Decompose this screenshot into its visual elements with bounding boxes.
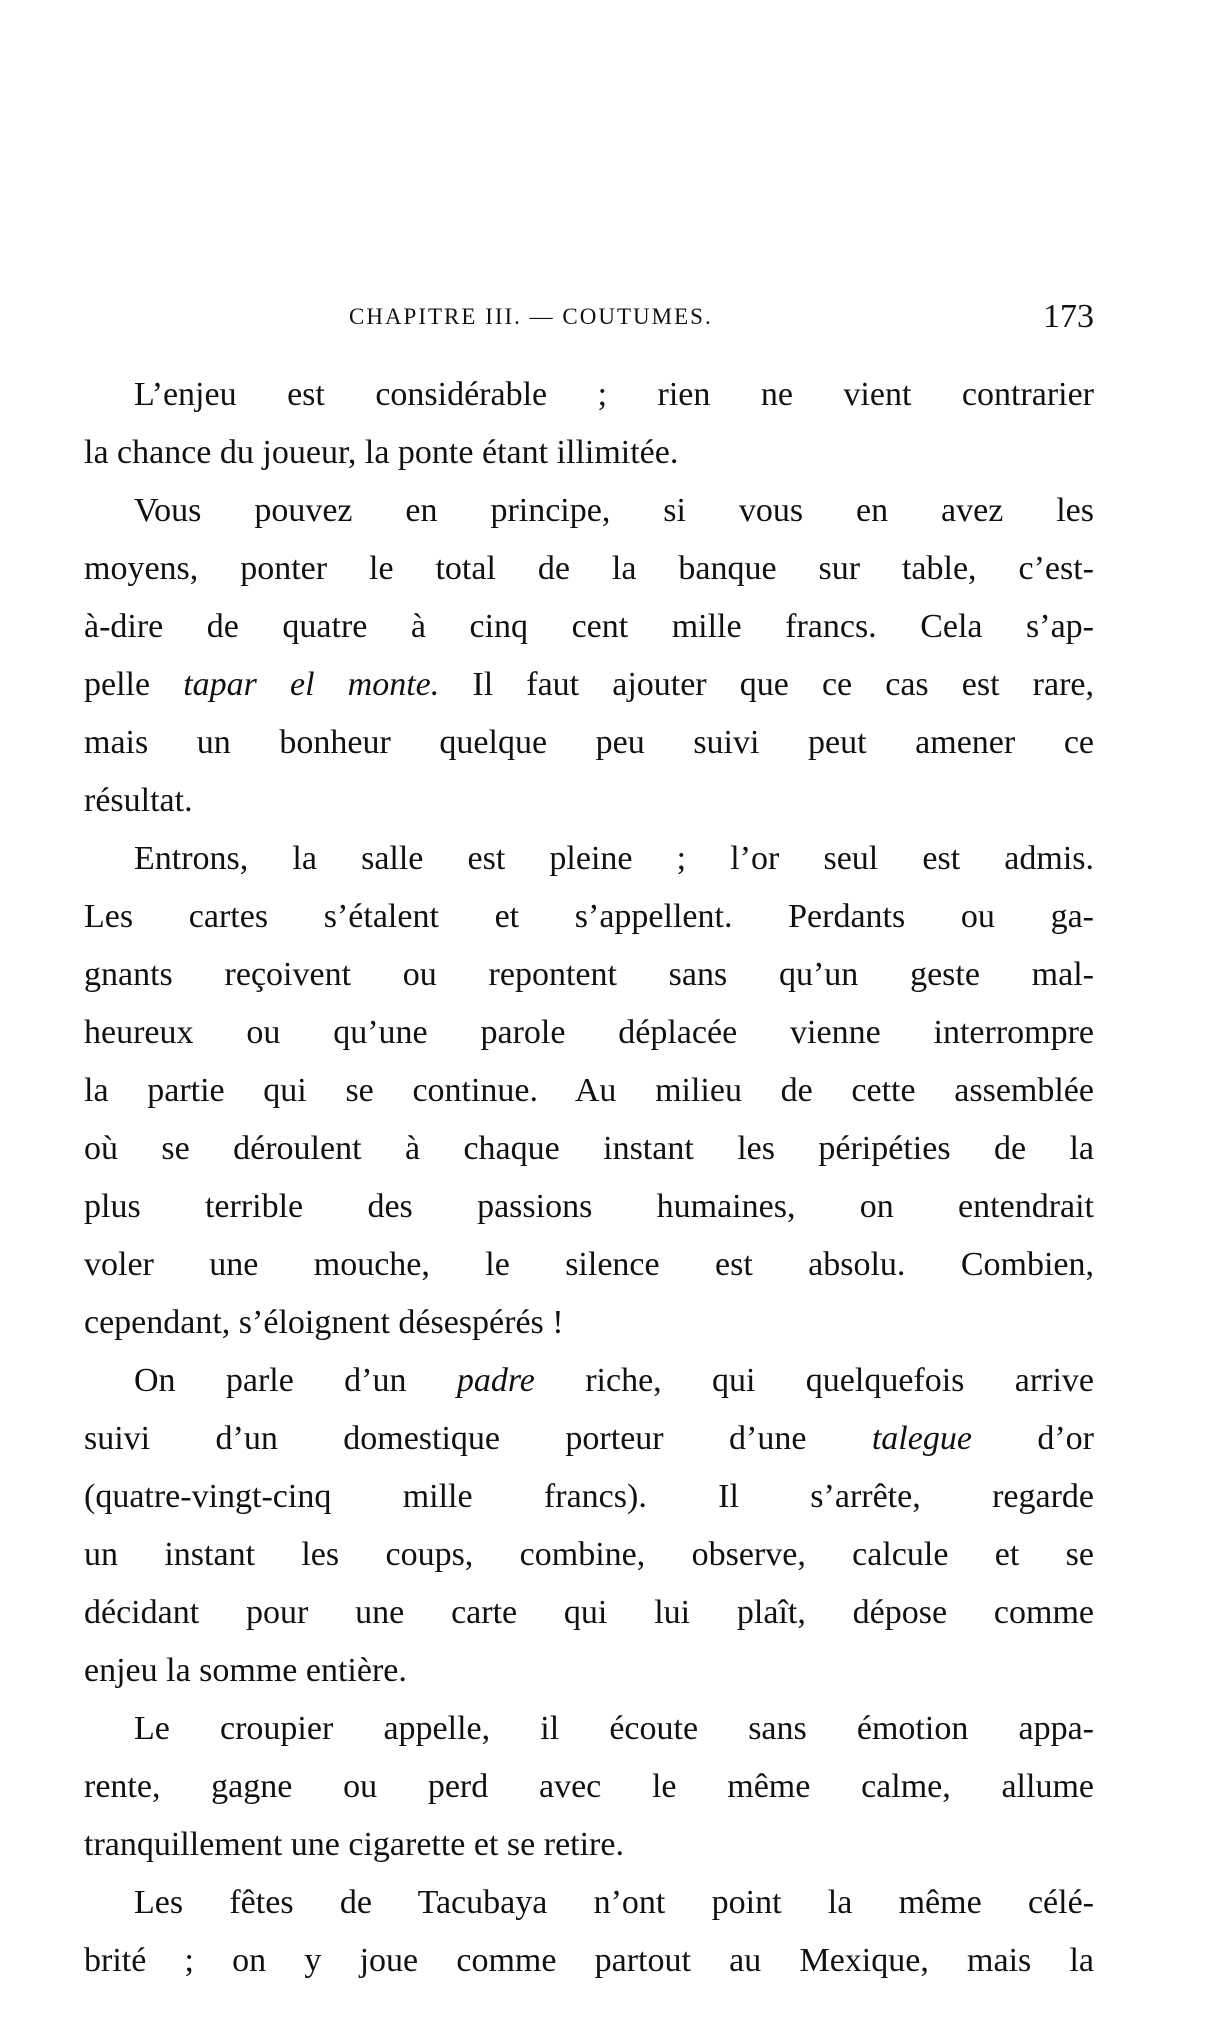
text-line: la partie qui se continue. Au milieu de cette assemblée — [84, 1072, 1094, 1109]
text-line: moyens, ponter le total de la banque sur table, c’est- — [84, 550, 1094, 587]
paragraph-2 — [84, 482, 1094, 830]
text-line: mais un bonheur quelque peu suivi peut amener ce — [84, 724, 1094, 761]
text-line: voler une mouche, le silence est absolu. Combien, — [84, 1246, 1094, 1283]
text-line: rente, gagne ou perd avec le même calme, allume — [84, 1768, 1094, 1805]
running-header — [84, 300, 1094, 340]
paragraph-4 — [84, 1352, 1094, 1700]
body-text — [84, 366, 1094, 1990]
text-line: gnants reçoivent ou repontent sans qu’un geste mal- — [84, 956, 1094, 993]
italic-word: talegue — [871, 1420, 972, 1457]
text-line: Les fêtes de Tacubaya n’ont point la même célé- — [134, 1884, 1094, 1921]
text-line: enjeu la somme entière. — [84, 1652, 407, 1689]
text-line: Le croupier appelle, il écoute sans émotion appa- — [134, 1710, 1094, 1747]
text-segment: d’or — [971, 1420, 1094, 1457]
text-line: Vous pouvez en principe, si vous en avez les — [134, 492, 1094, 529]
text-segment: On parle d’un — [134, 1362, 457, 1399]
paragraph-3 — [84, 830, 1094, 1352]
text-line: heureux ou qu’une parole déplacée vienne interrompre — [84, 1014, 1094, 1051]
text-segment: pelle — [84, 666, 184, 703]
text-line: tranquillement une cigarette et se retire. — [84, 1826, 624, 1863]
text-line: la chance du joueur, la ponte étant illimitée. — [84, 434, 679, 471]
text-segment: suivi d’un domestique porteur d’une — [84, 1420, 872, 1457]
page-number: 173 — [1043, 298, 1094, 335]
text-line: brité ; on y joue comme partout au Mexique, mais la — [84, 1942, 1094, 1979]
text-line — [84, 1410, 1094, 1468]
text-line: Entrons, la salle est pleine ; l’or seul est admis. — [134, 840, 1094, 877]
text-segment: riche, qui quelquefois arrive — [534, 1362, 1095, 1399]
paragraph-6 — [84, 1874, 1094, 1990]
paragraph-5 — [84, 1700, 1094, 1874]
text-line: à-dire de quatre à cinq cent mille francs. Cela s’ap- — [84, 608, 1094, 645]
text-line: plus terrible des passions humaines, on entendrait — [84, 1188, 1094, 1225]
text-line: un instant les coups, combine, observe, calcule et se — [84, 1536, 1094, 1573]
running-title: CHAPITRE III. — COUTUMES. — [349, 304, 713, 329]
italic-phrase: tapar el monte. — [183, 666, 440, 703]
text-line — [84, 1352, 1094, 1410]
text-line: où se déroulent à chaque instant les péripéties de la — [84, 1130, 1094, 1167]
text-line: (quatre-vingt-cinq mille francs). Il s’arrête, regarde — [84, 1478, 1094, 1515]
text-line: cependant, s’éloignent désespérés ! — [84, 1304, 564, 1341]
text-line: Les cartes s’étalent et s’appellent. Perdants ou ga- — [84, 898, 1094, 935]
paragraph-1 — [84, 366, 1094, 482]
text-line: résultat. — [84, 782, 193, 819]
text-line — [84, 656, 1094, 714]
text-segment: Il faut ajouter que ce cas est rare, — [439, 666, 1094, 703]
italic-word: padre — [456, 1362, 535, 1399]
text-line: décidant pour une carte qui lui plaît, dépose comme — [84, 1594, 1094, 1631]
text-line: L’enjeu est considérable ; rien ne vient contrarier — [134, 376, 1094, 413]
